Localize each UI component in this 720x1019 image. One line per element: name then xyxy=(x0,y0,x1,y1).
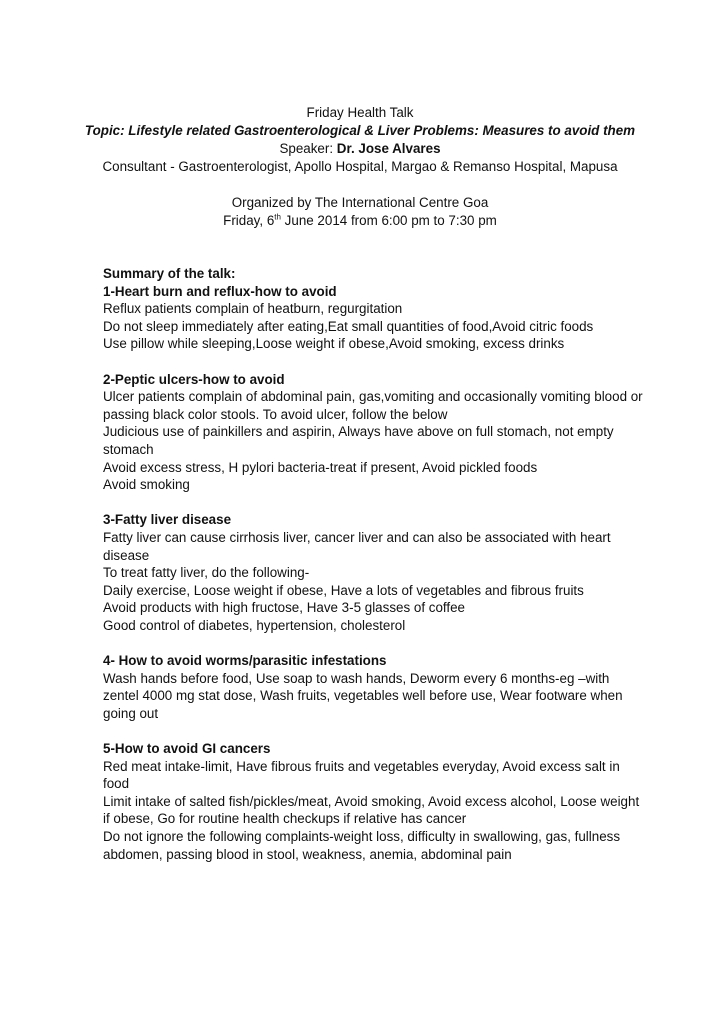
summary-sections xyxy=(103,283,643,864)
section-line: Ulcer patients complain of abdominal pain, gas,vomiting and occasionally vomiting blood or passing black color stools. To avoid ulcer, follow the below xyxy=(103,389,643,422)
section-line: Avoid excess stress, H pylori bacteria-treat if present, Avoid pickled foods xyxy=(103,459,538,475)
summary-section xyxy=(103,740,643,863)
speaker-line xyxy=(0,140,720,158)
section-line: Do not ignore the following complaints-weight loss, difficulty in swallowing, gas, fullness abdomen, passing blood in stool, weakness, anemia, abdominal pain xyxy=(103,829,621,862)
summary-section xyxy=(103,511,643,634)
section-line: Judicious use of painkillers and aspirin, Always have above on full stomach, not empty stomach xyxy=(103,424,614,457)
section-heading: 2-Peptic ulcers-how to avoid xyxy=(103,371,285,387)
summary-section xyxy=(103,652,643,722)
event-title: Friday Health Talk xyxy=(306,105,414,120)
date-line: Friday, 6th June 2014 from 6:00 pm to 7:30 pm xyxy=(223,212,497,228)
section-line: Wash hands before food, Use soap to wash hands, Deworm every 6 months-eg –with zentel 4000 mg stat dose, Wash fruits, vegetables well before use, Wear footware when going out xyxy=(103,670,623,721)
section-line: Fatty liver can cause cirrhosis liver, cancer liver and can also be associated with heart disease xyxy=(103,529,611,563)
section-line: Do not sleep immediately after eating,Eat small quantities of food,Avoid citric foods xyxy=(103,318,594,334)
section-heading: 4- How to avoid worms/parasitic infestations xyxy=(103,653,387,669)
section-line: Avoid products with high fructose, Have 3-5 glasses of coffee xyxy=(103,600,465,616)
section-line: Avoid smoking xyxy=(103,477,190,493)
section-heading: 1-Heart burn and reflux-how to avoid xyxy=(103,283,337,299)
summary-title: Summary of the talk: xyxy=(103,266,236,281)
section-line: To treat fatty liver, do the following- xyxy=(103,565,310,581)
speaker-designation: Consultant - Gastroenterologist, Apollo Hospital, Margao & Remanso Hospital, Mapusa xyxy=(102,159,618,174)
topic-title: Topic: Lifestyle related Gastroenterological & Liver Problems: Measures to avoid them xyxy=(84,123,636,138)
section-line: Reflux patients complain of heatburn, regurgitation xyxy=(103,301,403,317)
talk-summary xyxy=(103,265,643,881)
section-line: Daily exercise, Loose weight if obese, Have a lots of vegetables and fibrous fruits xyxy=(103,582,584,598)
section-line: Limit intake of salted fish/pickles/meat, Avoid smoking, Avoid excess alcohol, Loose weight if obese, Go for routine health checkups if relative has cancer xyxy=(103,793,640,827)
section-line: Good control of diabetes, hypertension, cholesterol xyxy=(103,617,406,633)
summary-section xyxy=(103,371,643,494)
speaker-name: Dr. Jose Alvares xyxy=(336,141,441,156)
section-line: Use pillow while sleeping,Loose weight if obese,Avoid smoking, excess drinks xyxy=(103,336,565,352)
organizer-line: Organized by The International Centre Goa xyxy=(231,195,489,210)
section-line: Red meat intake-limit, Have fibrous fruits and vegetables everyday, Avoid excess salt in food xyxy=(103,758,620,792)
talk-header xyxy=(0,104,720,230)
speaker-label: Speaker: xyxy=(279,141,337,156)
section-heading: 5-How to avoid GI cancers xyxy=(103,741,271,757)
section-heading: 3-Fatty liver disease xyxy=(103,512,232,528)
summary-section xyxy=(103,283,643,353)
